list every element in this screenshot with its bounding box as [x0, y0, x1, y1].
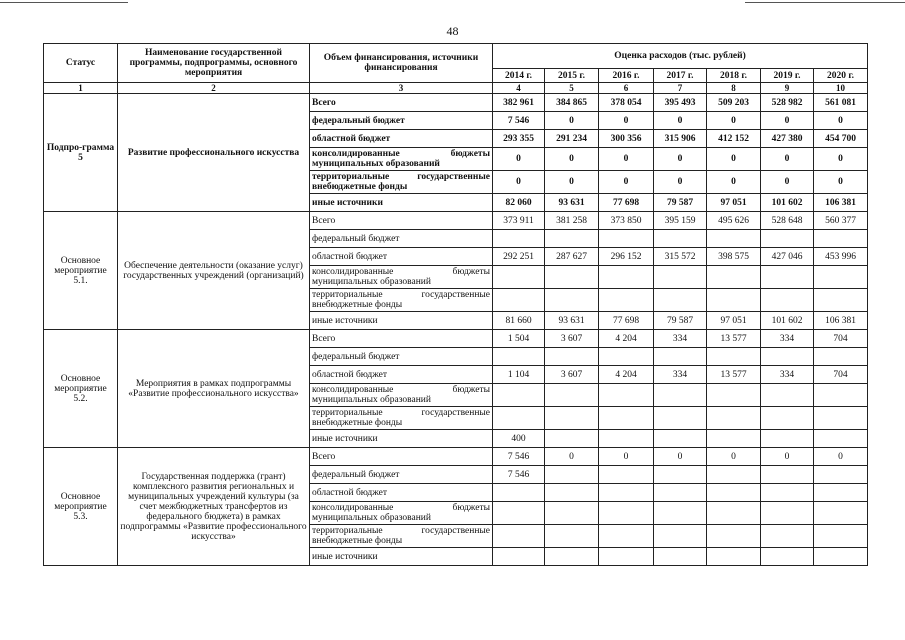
value-cell: [654, 407, 707, 430]
value-cell: 7 546: [493, 466, 545, 484]
value-cell: [599, 466, 654, 484]
source-cell: иные источники: [310, 194, 493, 212]
value-cell: 0: [545, 448, 599, 466]
value-cell: 3 607: [545, 330, 599, 348]
table-row: [44, 212, 868, 230]
value-cell: [707, 466, 761, 484]
col-number: 10: [814, 83, 868, 94]
value-cell: 293 355: [493, 130, 545, 148]
value-cell: 454 700: [814, 130, 868, 148]
value-cell: [707, 525, 761, 548]
value-cell: 0: [814, 171, 868, 194]
value-cell: 77 698: [599, 312, 654, 330]
value-cell: 300 356: [599, 130, 654, 148]
value-cell: 292 251: [493, 248, 545, 266]
value-cell: 4 204: [599, 366, 654, 384]
value-cell: [814, 384, 868, 407]
value-cell: [761, 430, 814, 448]
value-cell: 373 911: [493, 212, 545, 230]
value-cell: 381 258: [545, 212, 599, 230]
value-cell: 0: [493, 148, 545, 171]
value-cell: [814, 466, 868, 484]
value-cell: 0: [654, 448, 707, 466]
value-cell: [599, 548, 654, 566]
value-cell: 0: [761, 448, 814, 466]
header-year: 2014 г.: [493, 69, 545, 83]
value-cell: [493, 484, 545, 502]
header-year: 2019 г.: [761, 69, 814, 83]
top-rule-right: [745, 2, 905, 3]
value-cell: 0: [654, 148, 707, 171]
value-cell: [761, 230, 814, 248]
source-cell: территориальные государственные внебюджетные фонды: [310, 289, 493, 312]
value-cell: 395 159: [654, 212, 707, 230]
source-cell: Всего: [310, 330, 493, 348]
value-cell: 395 493: [654, 94, 707, 112]
value-cell: [654, 348, 707, 366]
value-cell: [493, 289, 545, 312]
value-cell: 1 104: [493, 366, 545, 384]
value-cell: [761, 384, 814, 407]
program-name-cell: Развитие профессионального искусства: [118, 94, 310, 212]
value-cell: 704: [814, 366, 868, 384]
budget-table: [43, 43, 868, 566]
value-cell: [493, 525, 545, 548]
status-cell: Основное мероприятие 5.2.: [44, 330, 118, 448]
source-cell: консолидированные бюджеты муниципальных образований: [310, 502, 493, 525]
table-row: [44, 94, 868, 112]
value-cell: [545, 525, 599, 548]
value-cell: 13 577: [707, 330, 761, 348]
value-cell: 561 081: [814, 94, 868, 112]
value-cell: 81 660: [493, 312, 545, 330]
source-cell: иные источники: [310, 430, 493, 448]
value-cell: 704: [814, 330, 868, 348]
value-cell: [545, 430, 599, 448]
value-cell: [654, 466, 707, 484]
value-cell: 0: [545, 148, 599, 171]
value-cell: [761, 484, 814, 502]
col-number: 6: [599, 83, 654, 94]
value-cell: [814, 266, 868, 289]
value-cell: 296 152: [599, 248, 654, 266]
value-cell: [654, 430, 707, 448]
status-cell: Основное мероприятие 5.3.: [44, 448, 118, 566]
value-cell: [545, 289, 599, 312]
value-cell: 382 961: [493, 94, 545, 112]
value-cell: [707, 384, 761, 407]
value-cell: 373 850: [599, 212, 654, 230]
value-cell: 334: [654, 330, 707, 348]
value-cell: [761, 289, 814, 312]
value-cell: [545, 230, 599, 248]
value-cell: 13 577: [707, 366, 761, 384]
value-cell: [654, 525, 707, 548]
value-cell: [814, 430, 868, 448]
value-cell: 79 587: [654, 312, 707, 330]
source-cell: федеральный бюджет: [310, 112, 493, 130]
value-cell: 0: [599, 112, 654, 130]
value-cell: [654, 384, 707, 407]
value-cell: [814, 230, 868, 248]
value-cell: 427 046: [761, 248, 814, 266]
value-cell: 334: [761, 330, 814, 348]
value-cell: [654, 289, 707, 312]
value-cell: 1 504: [493, 330, 545, 348]
value-cell: 427 380: [761, 130, 814, 148]
value-cell: [761, 466, 814, 484]
value-cell: [599, 230, 654, 248]
value-cell: [545, 266, 599, 289]
value-cell: 7 546: [493, 112, 545, 130]
value-cell: [814, 348, 868, 366]
value-cell: 3 607: [545, 366, 599, 384]
value-cell: 4 204: [599, 330, 654, 348]
value-cell: 334: [761, 366, 814, 384]
value-cell: 106 381: [814, 194, 868, 212]
header-year: 2015 г.: [545, 69, 599, 83]
source-cell: областной бюджет: [310, 484, 493, 502]
value-cell: [654, 230, 707, 248]
value-cell: [707, 430, 761, 448]
value-cell: 528 982: [761, 94, 814, 112]
value-cell: 378 054: [599, 94, 654, 112]
value-cell: 0: [814, 148, 868, 171]
source-cell: территориальные государственные внебюджетные фонды: [310, 525, 493, 548]
value-cell: [599, 525, 654, 548]
source-cell: территориальные государственные внебюджетные фонды: [310, 171, 493, 194]
program-name-cell: Мероприятия в рамках подпрограммы «Развитие профессионального искусства»: [118, 330, 310, 448]
value-cell: [707, 484, 761, 502]
value-cell: 82 060: [493, 194, 545, 212]
col-number: 3: [310, 83, 493, 94]
source-cell: территориальные государственные внебюджетные фонды: [310, 407, 493, 430]
header-source: Объем финансирования, источники финансирования: [310, 44, 493, 83]
value-cell: [761, 266, 814, 289]
value-cell: [545, 502, 599, 525]
source-cell: консолидированные бюджеты муниципальных образований: [310, 148, 493, 171]
value-cell: [545, 548, 599, 566]
value-cell: 398 575: [707, 248, 761, 266]
top-rule-left: [0, 2, 128, 3]
value-cell: 384 865: [545, 94, 599, 112]
value-cell: [814, 548, 868, 566]
value-cell: [599, 289, 654, 312]
value-cell: 0: [545, 112, 599, 130]
col-number: 9: [761, 83, 814, 94]
value-cell: 0: [707, 112, 761, 130]
value-cell: 0: [761, 148, 814, 171]
value-cell: [493, 230, 545, 248]
source-cell: федеральный бюджет: [310, 348, 493, 366]
source-cell: областной бюджет: [310, 366, 493, 384]
value-cell: 0: [654, 171, 707, 194]
table-row: [44, 448, 868, 466]
value-cell: [814, 289, 868, 312]
value-cell: [761, 407, 814, 430]
value-cell: [707, 407, 761, 430]
source-cell: областной бюджет: [310, 130, 493, 148]
value-cell: 0: [707, 171, 761, 194]
source-cell: Всего: [310, 94, 493, 112]
value-cell: [654, 266, 707, 289]
value-cell: 93 631: [545, 194, 599, 212]
value-cell: 495 626: [707, 212, 761, 230]
value-cell: [545, 384, 599, 407]
page-number: 48: [446, 24, 459, 38]
source-cell: областной бюджет: [310, 248, 493, 266]
value-cell: [761, 548, 814, 566]
value-cell: [545, 466, 599, 484]
col-number: 4: [493, 83, 545, 94]
value-cell: [761, 348, 814, 366]
header-year: 2017 г.: [654, 69, 707, 83]
value-cell: 79 587: [654, 194, 707, 212]
value-cell: [707, 230, 761, 248]
value-cell: 453 996: [814, 248, 868, 266]
value-cell: 0: [761, 112, 814, 130]
value-cell: [599, 266, 654, 289]
status-cell: Основное мероприятие 5.1.: [44, 212, 118, 330]
value-cell: [493, 407, 545, 430]
value-cell: [761, 502, 814, 525]
table-row: [44, 330, 868, 348]
header-year: 2018 г.: [707, 69, 761, 83]
value-cell: 0: [761, 171, 814, 194]
value-cell: 77 698: [599, 194, 654, 212]
header-year: 2020 г.: [814, 69, 868, 83]
value-cell: 0: [707, 148, 761, 171]
col-number: 7: [654, 83, 707, 94]
value-cell: [814, 484, 868, 502]
value-cell: [707, 548, 761, 566]
header-year: 2016 г.: [599, 69, 654, 83]
value-cell: [707, 266, 761, 289]
status-cell: Подпро-грамма 5: [44, 94, 118, 212]
header-status: Статус: [44, 44, 118, 83]
value-cell: 0: [814, 112, 868, 130]
value-cell: [814, 407, 868, 430]
value-cell: [599, 384, 654, 407]
value-cell: [599, 502, 654, 525]
value-cell: [545, 348, 599, 366]
value-cell: [493, 502, 545, 525]
value-cell: 400: [493, 430, 545, 448]
value-cell: [707, 348, 761, 366]
value-cell: [493, 384, 545, 407]
value-cell: 0: [599, 171, 654, 194]
value-cell: 106 381: [814, 312, 868, 330]
col-number: 1: [44, 83, 118, 94]
value-cell: [599, 430, 654, 448]
value-cell: 0: [493, 171, 545, 194]
value-cell: [814, 502, 868, 525]
col-number: 2: [118, 83, 310, 94]
value-cell: [814, 525, 868, 548]
program-name-cell: Государственная поддержка (грант) комплексного развития региональных и муниципальных учреждений культуры (за счет межбюджетных трансфертов из федерального бюджета) в рамках подпрограммы «Развитие профессионального искусства»: [118, 448, 310, 566]
source-cell: консолидированные бюджеты муниципальных образований: [310, 384, 493, 407]
value-cell: 334: [654, 366, 707, 384]
source-cell: федеральный бюджет: [310, 466, 493, 484]
value-cell: 287 627: [545, 248, 599, 266]
value-cell: 97 051: [707, 312, 761, 330]
value-cell: 97 051: [707, 194, 761, 212]
source-cell: федеральный бюджет: [310, 230, 493, 248]
value-cell: [599, 407, 654, 430]
source-cell: консолидированные бюджеты муниципальных образований: [310, 266, 493, 289]
value-cell: [493, 348, 545, 366]
value-cell: 0: [654, 112, 707, 130]
col-number: 5: [545, 83, 599, 94]
value-cell: 0: [599, 448, 654, 466]
value-cell: [707, 289, 761, 312]
value-cell: 101 602: [761, 194, 814, 212]
source-cell: Всего: [310, 448, 493, 466]
value-cell: [654, 502, 707, 525]
header-estimate: Оценка расходов (тыс. рублей): [493, 44, 868, 69]
value-cell: [654, 484, 707, 502]
value-cell: 0: [707, 448, 761, 466]
value-cell: 0: [599, 148, 654, 171]
value-cell: [599, 348, 654, 366]
value-cell: 0: [814, 448, 868, 466]
value-cell: 291 234: [545, 130, 599, 148]
value-cell: [654, 548, 707, 566]
value-cell: 101 602: [761, 312, 814, 330]
value-cell: [545, 407, 599, 430]
value-cell: 7 546: [493, 448, 545, 466]
value-cell: [493, 548, 545, 566]
value-cell: 0: [545, 171, 599, 194]
value-cell: 93 631: [545, 312, 599, 330]
source-cell: Всего: [310, 212, 493, 230]
value-cell: 528 648: [761, 212, 814, 230]
header-program-name: Наименование государственной программы, подпрограммы, основного мероприятия: [118, 44, 310, 83]
value-cell: 315 572: [654, 248, 707, 266]
value-cell: 509 203: [707, 94, 761, 112]
value-cell: [493, 266, 545, 289]
value-cell: 315 906: [654, 130, 707, 148]
source-cell: иные источники: [310, 548, 493, 566]
col-number: 8: [707, 83, 761, 94]
value-cell: [545, 484, 599, 502]
program-name-cell: Обеспечение деятельности (оказание услуг) государственных учреждений (организаций): [118, 212, 310, 330]
value-cell: 412 152: [707, 130, 761, 148]
source-cell: иные источники: [310, 312, 493, 330]
value-cell: [761, 525, 814, 548]
value-cell: [707, 502, 761, 525]
value-cell: [599, 484, 654, 502]
value-cell: 560 377: [814, 212, 868, 230]
